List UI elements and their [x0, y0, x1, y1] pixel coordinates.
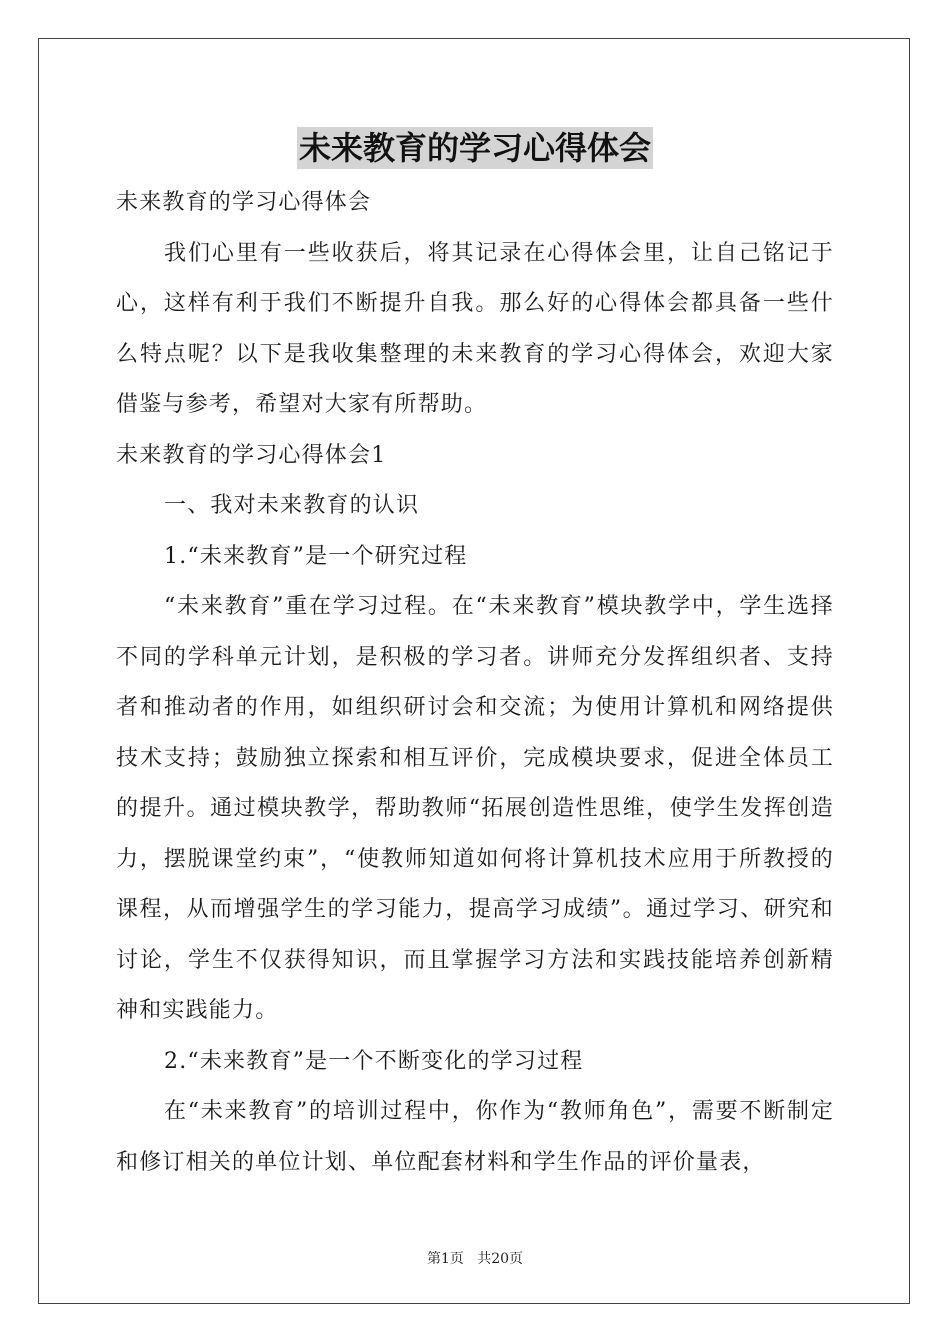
- document-title: 未来教育的学习心得体会: [298, 129, 651, 167]
- body-paragraph-1: “未来教育”重在学习过程。在“未来教育”模块教学中，学生选择不同的学科单元计划，是积极的学习者。讲师充分发挥组织者、支持者和推动者的作用，如组织研讨会和交流；为使用计算机和网络提供技术支持；鼓励独立探索和相互评价，完成模块要求，促进全体员工的提升。通过模块教学，帮助教师“拓展创造性思维，使学生发挥创造力，摆脱课堂约束”，“使教师知道如何将计算机技术应用于所教授的课程，从而增强学生的学习能力，提高学习成绩”。通过学习、研究和讨论，学生不仅获得知识，而且掌握学习方法和实践技能培养创新精神和实践能力。: [116, 594, 834, 1023]
- subsection-heading: 一、我对未来教育的认识: [164, 493, 420, 518]
- document-body: [116, 178, 834, 1188]
- section-heading: 未来教育的学习心得体会1: [116, 442, 387, 468]
- title-container: [0, 127, 950, 169]
- page-total: 共20页: [477, 1251, 524, 1267]
- subtitle-paragraph: 未来教育的学习心得体会: [116, 190, 372, 215]
- body-paragraph-2: 在“未来教育”的培训过程中，你作为“教师角色”，需要不断制定和修订相关的单位计划、单位配套材料和学生作品的评价量表，: [116, 1099, 834, 1175]
- page-footer: [0, 1248, 950, 1268]
- page-number: 第1页: [426, 1251, 464, 1267]
- point-heading-1: 1.“未来教育”是一个研究过程: [164, 543, 468, 569]
- point-heading-2: 2.“未来教育”是一个不断变化的学习过程: [164, 1048, 584, 1074]
- intro-paragraph: 我们心里有一些收获后，将其记录在心得体会里，让自己铭记于心，这样有利于我们不断提升自我。那么好的心得体会都具备一些什么特点呢？以下是我收集整理的未来教育的学习心得体会，欢迎大家借鉴与参考，希望对大家有所帮助。: [116, 240, 834, 417]
